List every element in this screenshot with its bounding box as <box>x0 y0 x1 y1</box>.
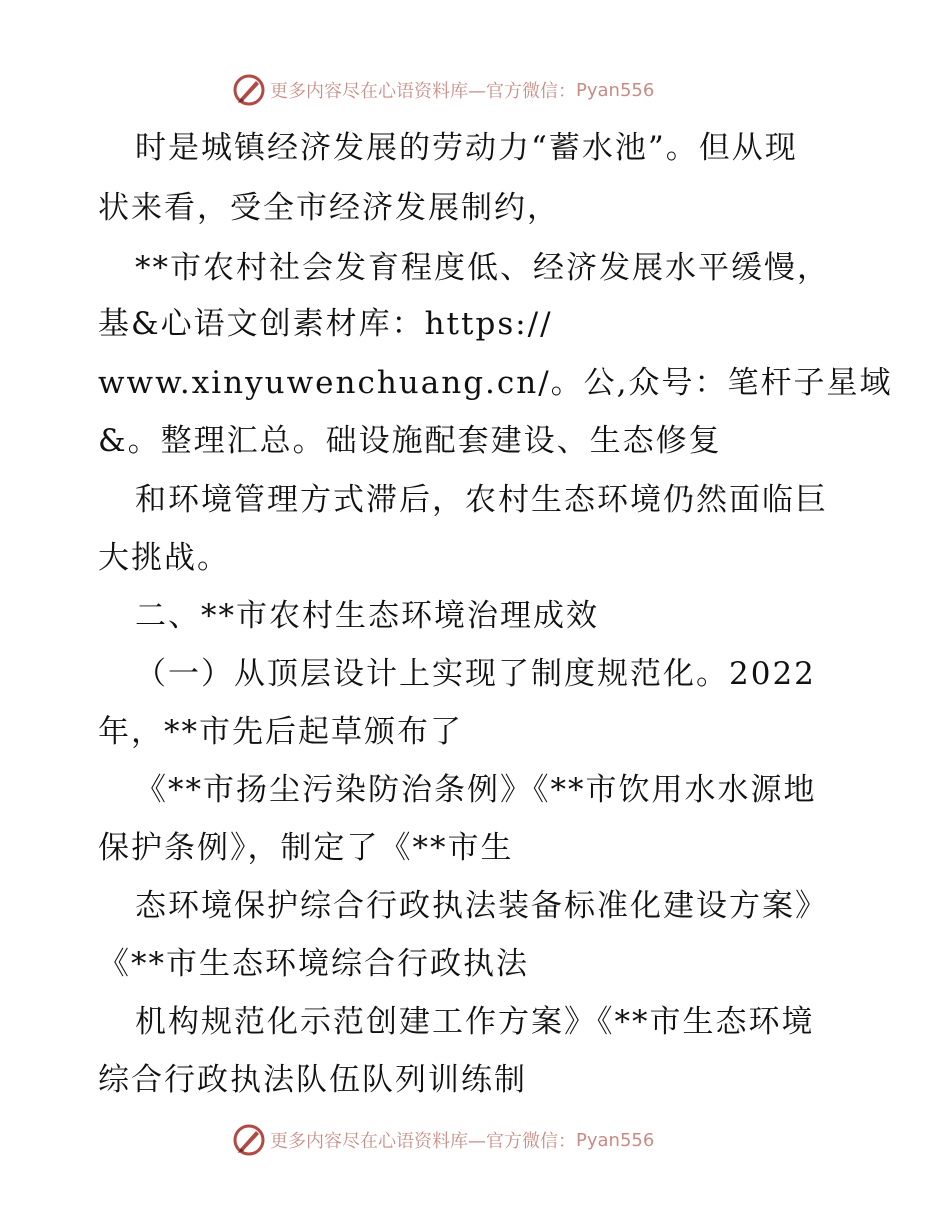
watermark-id-text: Pyan556 <box>576 79 655 101</box>
text-line: 保护条例》，制定了《**市生 <box>98 830 514 866</box>
text-line: www.xinyuwenchuang.cn/。公,众号：笔杆子星域 <box>98 365 893 401</box>
text-line: 机构规范化示范创建工作方案》《**市生态环境 <box>135 1004 815 1040</box>
pen-logo-icon <box>232 1123 266 1157</box>
text-line: 《**市生态环境综合行政执法 <box>98 946 529 982</box>
text-line: &。整理汇总。础设施配套建设、生态修复 <box>98 423 722 459</box>
text-line: 综合行政执法队伍队列训练制 <box>98 1062 527 1098</box>
subsection-heading: （一）从顶层设计上实现了制度规范化。2022 <box>135 656 816 692</box>
watermark-dash-text: —官方微信： <box>468 1131 576 1152</box>
watermark-footer <box>232 1120 732 1160</box>
text-line: 和环境管理方式滞后，农村生态环境仍然面临巨 <box>135 482 828 518</box>
watermark-id-text: Pyan556 <box>576 1129 655 1151</box>
text-line: 态环境保护综合行政执法装备标准化建设方案》 <box>135 888 828 924</box>
text-line: 基&心语文创素材库：https:// <box>98 306 553 342</box>
watermark-header <box>232 70 732 110</box>
watermark-main-text: 更多内容尽在心语资料库 <box>270 81 468 102</box>
text-line: 状来看，受全市经济发展制约， <box>98 190 560 226</box>
watermark-main-text: 更多内容尽在心语资料库 <box>270 1131 468 1152</box>
text-line: 大挑战。 <box>98 540 230 576</box>
text-line: 年，**市先后起草颁布了 <box>98 714 463 750</box>
text-line: 时是城镇经济发展的劳动力“蓄水池”。但从现 <box>135 130 798 166</box>
section-heading: 二、**市农村生态环境治理成效 <box>135 598 599 634</box>
watermark-dash-text: —官方微信： <box>468 81 576 102</box>
pen-logo-icon <box>232 73 266 107</box>
text-line: **市农村社会发育程度低、经济发展水平缓慢， <box>135 250 830 286</box>
text-line: 《**市扬尘污染防治条例》《**市饮用水水源地 <box>135 772 817 808</box>
